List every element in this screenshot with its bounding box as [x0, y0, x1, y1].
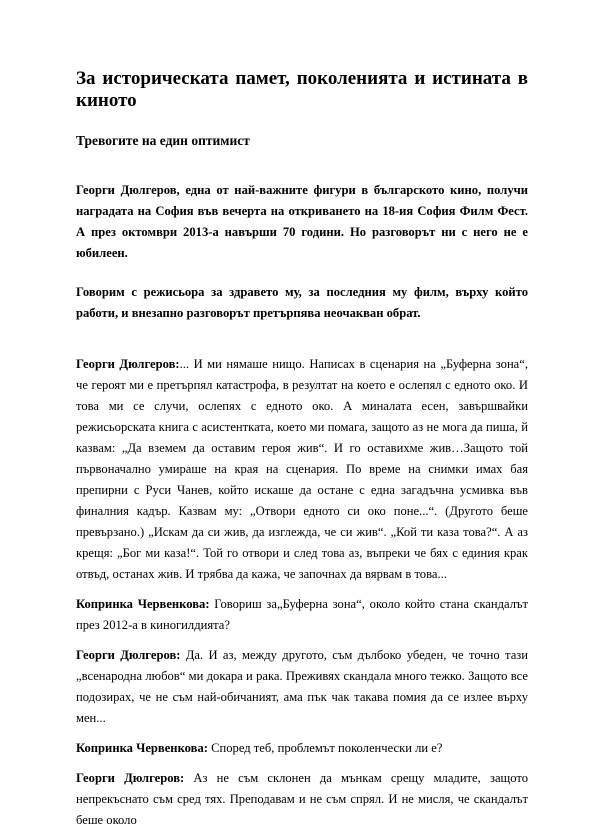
paragraph-text: Да. И аз, между другото, съм дълбоко убеден, че точно тази „всенародна любов“ ми докара и рака. Преживях скандала много тежко. Защото все подозирах, че не съм най-обичаният, ама пък чак такава помия да се излее върху мен... [76, 648, 528, 725]
speaker-name: Копринка Червенкова: [76, 741, 208, 755]
speaker-name: Георги Дюлгеров: [76, 771, 185, 785]
article-subtitle: Тревогите на един оптимист [76, 133, 250, 148]
speaker-name: Копринка Червенкова: [76, 597, 210, 611]
interview-paragraph [76, 738, 528, 759]
lead-paragraph: Говорим с режисьора за здравето му, за последния му филм, върху който работи, и внезапно разговорът претърпява неочакван обрат. [76, 285, 528, 320]
speaker-name: Георги Дюлгеров: [76, 648, 181, 662]
interview-paragraph [76, 594, 528, 636]
interview-paragraph [76, 645, 528, 729]
paragraph-text: Според теб, проблемът поколенчески ли е? [207, 741, 443, 755]
paragraph-text: ... И ми нямаше нищо. Написах в сценария на „Буферна зона“, че героят ми е претърпял катастрофа, в резултат на което е ослепял с едното око. И това ми се случи, ослепях с едното око. А миналата есен, завършвайки режисьорската книга с асистентката, което ми помага, защото аз не мога да пиша, й казвам: „Да вземем да оставим героя жив“. И го оставихме жив…Защото той първоначално умираше на края на сценария. По време на снимки имах бая препирни с Руси Чанев, който искаше да остане с една загадъчна усмивка във финалния кадър. Казвам му: „Отвори едното си око поне...“. (Другото беше превързано.) „Искам да си жив, да изглеждa, че си жив“. „Кой ти каза това?“. А аз крещя: „Бог ми каза!“. Той го отвори и след това аз, въпреки че бях с единия крак отвъд, останах жив. И трябва да кажа, че започнах да вярвам в това... [76, 357, 529, 581]
paragraph-text: Аз не съм склонен да мънкам срещу младите, защото непрекъснато съм сред тях. Преподавам и не съм спрял. И не мисля, че скандалът беше около [76, 771, 528, 827]
speaker-name: Георги Дюлгеров: [76, 357, 180, 371]
interview-paragraph [76, 354, 528, 585]
article-title: За историческата памет, поколенията и истината в киното [76, 68, 528, 111]
paragraph-text: Говориш за„Буферна зона“, около който стана скандалът през 2012-а в киногилдията? [76, 597, 528, 632]
document-page [76, 68, 528, 831]
lead-paragraph: Георги Дюлгеров, една от най-важните фигури в българското кино, получи наградата на София във вечерта на откриването на 18-ия София Филм Фест. А през октомври 2013-а навърши 70 години. Но разговорът ни с него не е юбилеен. [76, 183, 528, 260]
